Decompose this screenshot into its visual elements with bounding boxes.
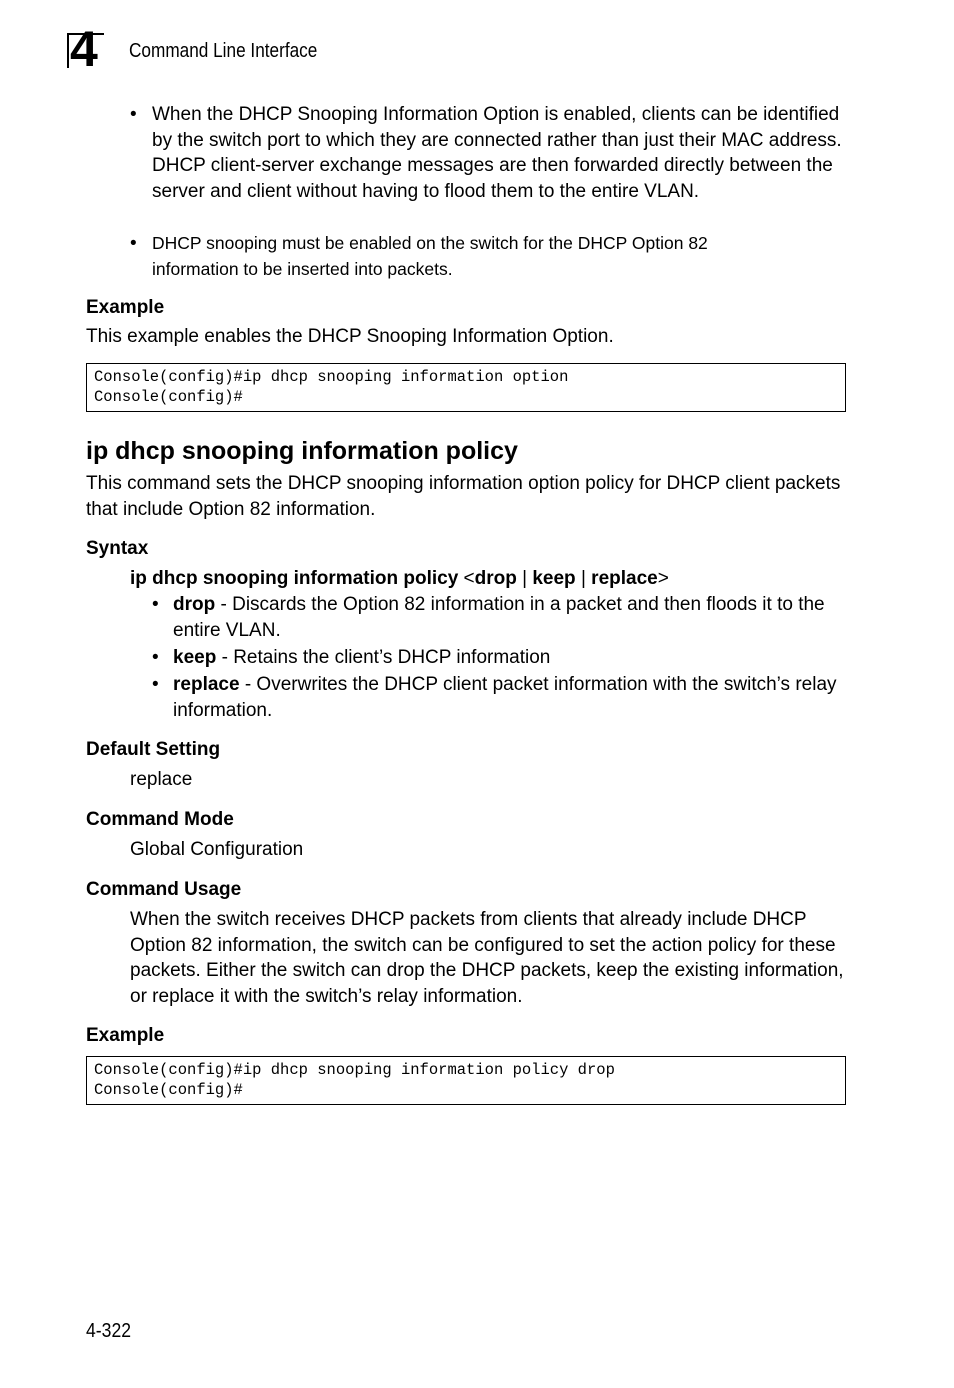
command-title: ip dhcp snooping information policy bbox=[86, 437, 518, 465]
example1-code-block bbox=[86, 363, 846, 412]
option-desc: - Overwrites the DHCP client packet information with the switch’s relay information. bbox=[173, 674, 837, 721]
syntax-heading: Syntax bbox=[86, 538, 149, 559]
chapter-number: 4 bbox=[70, 21, 98, 77]
syntax-separator: | bbox=[516, 568, 533, 589]
command-mode-value: Global Configuration bbox=[130, 839, 304, 860]
code-line: Console(config)#ip dhcp snooping information policy drop bbox=[94, 1061, 615, 1079]
option-keep bbox=[173, 645, 853, 671]
syntax-opt-drop: drop bbox=[474, 568, 517, 589]
bullet-dot: • bbox=[130, 104, 137, 125]
intro-bullet-2: DHCP snooping must be enabled on the switch for the DHCP Option 82 information to be inserted into packets. bbox=[152, 233, 708, 279]
option-name: keep bbox=[173, 647, 217, 668]
code-line: Console(config)# bbox=[94, 387, 243, 406]
option-replace bbox=[173, 672, 853, 723]
syntax-close-bracket: > bbox=[657, 568, 669, 589]
option-desc: - Retains the client’s DHCP information bbox=[216, 647, 551, 668]
example1-heading: Example bbox=[86, 297, 165, 318]
example2-code-block bbox=[86, 1056, 846, 1105]
command-mode-heading: Command Mode bbox=[86, 809, 234, 830]
syntax-opt-keep: keep bbox=[532, 568, 576, 589]
command-usage-heading: Command Usage bbox=[86, 879, 242, 900]
intro-bullet-1: When the DHCP Snooping Information Option is enabled, clients can be identified by the switch port to which they are connected rather than just their MAC address. DHCP client-server exchange messages are then forwarded directly between the server and client without having to flood them to the entire VLAN. bbox=[152, 104, 842, 202]
command-description: This command sets the DHCP snooping information option policy for DHCP client packets that include Option 82 information. bbox=[86, 473, 841, 520]
option-drop bbox=[173, 592, 853, 643]
syntax-open-bracket: < bbox=[458, 568, 475, 589]
option-desc: - Discards the Option 82 information in a packet and then floods it to the entire VLAN. bbox=[173, 594, 825, 641]
header-title: Command Line Interface bbox=[129, 40, 318, 62]
code-line: Console(config)# bbox=[94, 1080, 243, 1099]
bullet-dot: • bbox=[152, 647, 159, 668]
example1-text: This example enables the DHCP Snooping Information Option. bbox=[86, 326, 614, 347]
syntax-separator: | bbox=[575, 568, 592, 589]
code-line: Console(config)#ip dhcp snooping information option bbox=[94, 368, 569, 386]
default-setting-value: replace bbox=[130, 769, 193, 790]
syntax-command-text: ip dhcp snooping information policy bbox=[130, 568, 459, 589]
page-number: 4-322 bbox=[86, 1320, 132, 1342]
syntax-command bbox=[130, 566, 669, 591]
default-setting-heading: Default Setting bbox=[86, 739, 221, 760]
syntax-opt-replace: replace bbox=[591, 568, 658, 589]
bullet-dot: • bbox=[152, 594, 159, 615]
command-usage-text: When the switch receives DHCP packets from clients that already include DHCP Option 82 information, the switch can be configured to set the action policy for these packets. Either the switch can drop the DHCP packets, keep the existing information, or replace it with the switch’s relay information. bbox=[130, 909, 844, 1007]
bullet-dot: • bbox=[152, 674, 159, 695]
option-name: drop bbox=[173, 594, 216, 615]
bullet-dot: • bbox=[130, 233, 137, 254]
option-name: replace bbox=[173, 674, 240, 695]
example2-heading: Example bbox=[86, 1025, 165, 1046]
